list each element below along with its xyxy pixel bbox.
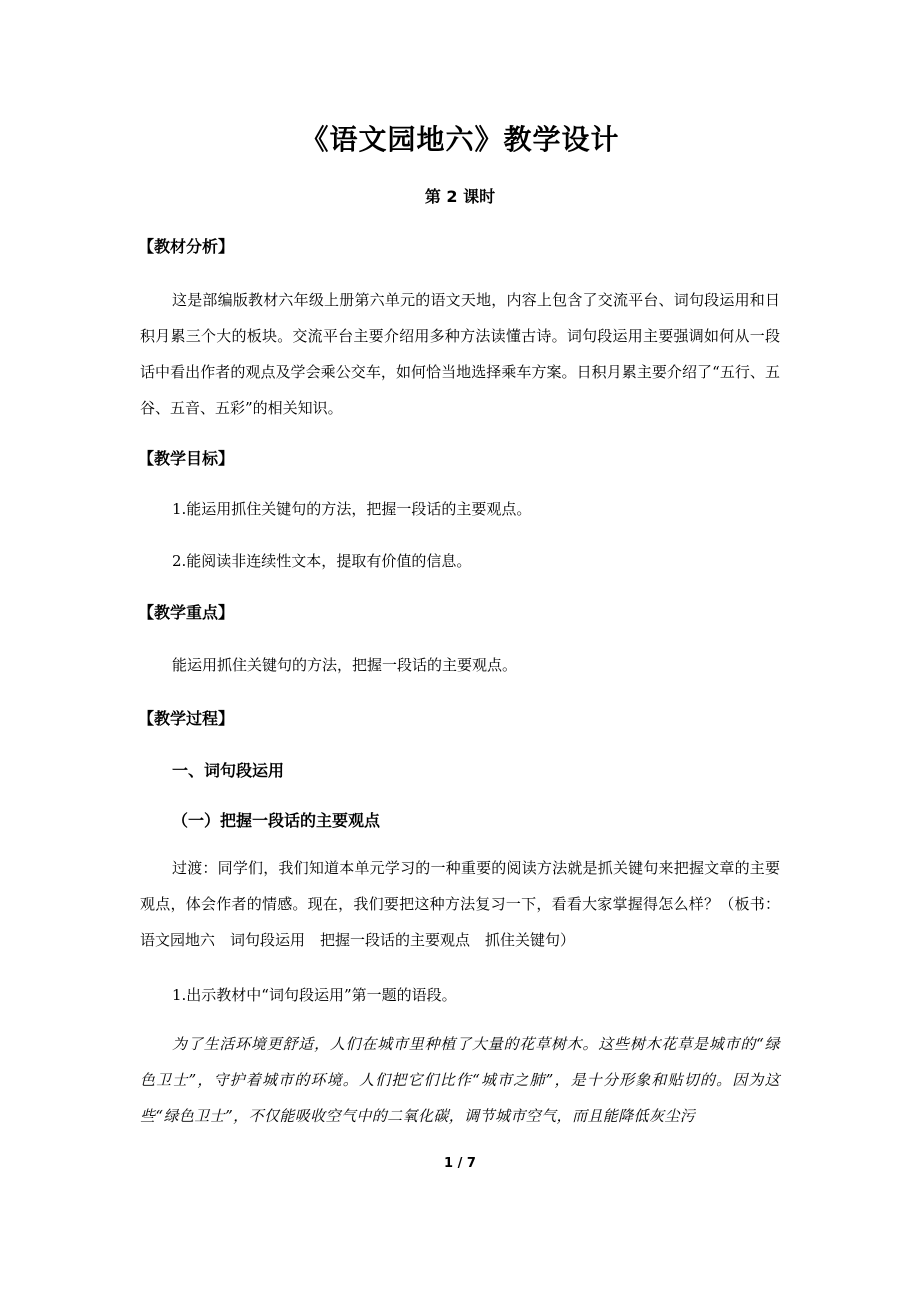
part-1-subheading: （一）把握一段话的主要观点 [172, 811, 381, 830]
analysis-heading: 【教材分析】 [138, 237, 235, 256]
quoted-passage: 为了生活环境更舒适，人们在城市里种植了大量的花草树木。这些树木花草是城市的“绿色卫士”，守护着城市的环境。人们把它们比作“城市之肺”，是十分形象和贴切的。因为这些“绿色卫士”，不仅能吸收空气中的二氧化碳，调节城市空气，而且能降低灰尘污 [140, 1035, 780, 1125]
process-heading: 【教学过程】 [138, 709, 235, 728]
analysis-paragraph: 这是部编版教材六年级上册第六单元的语文天地，内容上包含了交流平台、词句段运用和日积月累三个大的板块。交流平台主要介绍用多种方法读懂古诗。词句段运用主要强调如何从一段话中看出作者的观点及学会乘公交车，如何恰当地选择乘车方案。日积月累主要介绍了“五行、五谷、五音、五彩”的相关知识。 [140, 291, 780, 417]
goal-item-1: 1.能运用抓住关键句的方法，把握一段话的主要观点。 [172, 500, 532, 518]
document-title: 《语文园地六》教学设计 [300, 123, 620, 156]
step-1-text: 1.出示教材中“词句段运用”第一题的语段。 [172, 986, 457, 1004]
page-number: 1 / 7 [444, 1156, 476, 1171]
focus-paragraph: 能运用抓住关键句的方法，把握一段话的主要观点。 [172, 656, 518, 674]
goal-item-2: 2.能阅读非连续性文本，提取有价值的信息。 [172, 552, 472, 570]
focus-heading: 【教学重点】 [138, 603, 235, 622]
goals-heading: 【教学目标】 [138, 449, 235, 468]
transition-paragraph: 过渡：同学们，我们知道本单元学习的一种重要的阅读方法就是抓关键句来把握文章的主要观点，体会作者的情感。现在，我们要把这种方法复习一下，看看大家掌握得怎么样？（板书：语文园地六 词句段运用 把握一段话的主要观点 抓住关键句） [140, 859, 780, 949]
part-1-heading: 一、词句段运用 [172, 761, 285, 780]
document-subtitle: 第 2 课时 [424, 187, 496, 206]
